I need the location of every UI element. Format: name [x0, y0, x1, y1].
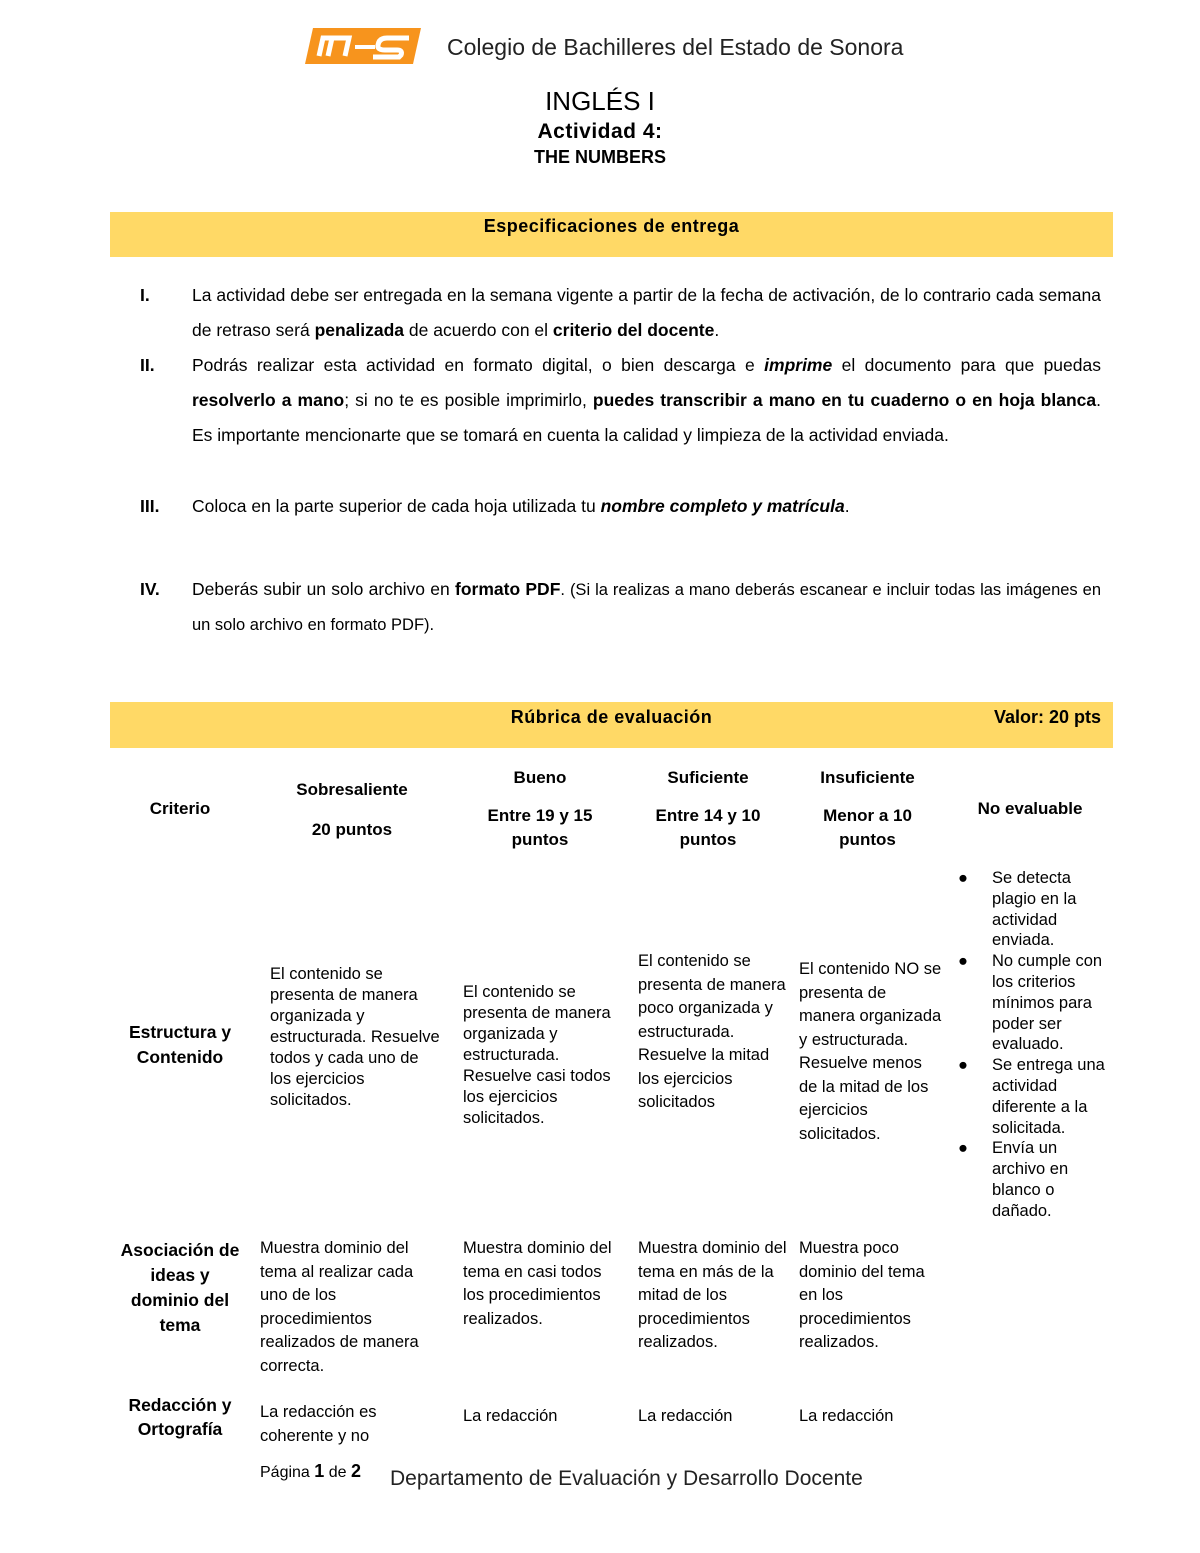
cell-insuficiente: El contenido NO se presenta de manera organizada y estructurada. Resuelve menos de la mitad de los ejercicios solicitados. [799, 960, 942, 1143]
specs-heading: Especificaciones de entrega [483, 216, 740, 236]
col-points: Menor a 10 puntos [823, 806, 912, 849]
spec-number: IV. [140, 579, 160, 599]
spec-number: II. [140, 355, 155, 375]
row-criterion: Redacción y Ortografía [128, 1395, 232, 1439]
rubric-heading: Rúbrica de evaluación [510, 707, 713, 727]
list-item: ● Envía un archivo en blanco o dañado. [958, 1139, 1069, 1220]
col-name: Insuficiente [820, 768, 915, 787]
spec-text: Deberás subir un solo archivo en formato PDF. (Si la realizas a mano deberás escanear e incluir todas las imágenes en un solo archivo en formato PDF). [192, 579, 1101, 634]
cell-sobresaliente: El contenido se presenta de manera organizada y estructurada. Resuelve todos y cada uno de los ejercicios solicitados. [270, 965, 440, 1109]
col-insuficiente [805, 766, 930, 852]
spec-text: Podrás realizar esta actividad en formato digital, o bien descarga e imprime el documento para que puedas resolverlo a mano; si no te es posible imprimirlo, puedes transcribir a mano en tu cuaderno o en hoja blanca. Es importante mencionarte que se tomará en cuenta la calidad y limpieza de la actividad enviada. [192, 355, 1101, 445]
activity-title: Actividad 4: [537, 120, 663, 143]
list-item: ● Se entrega una actividad diferente a la solicitada. [958, 1056, 1105, 1137]
topic-title: THE NUMBERS [533, 147, 666, 167]
row-criterion: Estructura y Contenido [128, 1022, 232, 1067]
rubric-heading-band [110, 702, 1113, 748]
cell-bueno: Muestra dominio del tema en casi todos los procedimientos realizados. [463, 1239, 612, 1328]
cell-sobresaliente: La redacción es coherente y no [260, 1403, 377, 1445]
department-footer: Departamento de Evaluación y Desarrollo Docente [390, 1467, 863, 1490]
col-points: Entre 14 y 10 puntos [655, 806, 761, 849]
spec-item [110, 572, 1110, 642]
spec-number: I. [140, 285, 150, 305]
cell-insuficiente: La redacción [799, 1407, 894, 1425]
spec-number: III. [140, 496, 160, 516]
list-item: ● No cumple con los criterios mínimos para poder ser evaluado. [958, 952, 1103, 1054]
spec-text: Coloca en la parte superior de cada hoja utilizada tu nombre completo y matrícula. [192, 496, 850, 516]
spec-item [110, 489, 1110, 524]
bullet-icon: ● [958, 1139, 968, 1158]
col-suficiente [638, 766, 778, 852]
cell-insuficiente: Muestra poco dominio del tema en los procedimientos realizados. [799, 1239, 925, 1351]
no-evaluable-list [958, 868, 1108, 1222]
cell-suficiente: Muestra dominio del tema en más de la mitad de los procedimientos realizados. [638, 1239, 787, 1351]
col-no-evaluable: No evaluable [977, 799, 1083, 818]
col-bueno [470, 766, 610, 852]
col-criterio: Criterio [149, 799, 211, 818]
cell-bueno: El contenido se presenta de manera organizada y estructurada. Resuelve casi todos los ejercicios solicitados. [463, 983, 611, 1127]
spec-item [110, 348, 1110, 488]
bullet-icon: ● [958, 952, 968, 971]
cell-sobresaliente: Muestra dominio del tema al realizar cada uno de los procedimientos realizados de manera correcta. [260, 1239, 419, 1375]
specs-heading-band [110, 212, 1113, 257]
page-number: Página 1 de 2 [260, 1461, 361, 1481]
row-criterion: Asociación de ideas y dominio del tema [120, 1240, 240, 1335]
col-name: Bueno [513, 768, 567, 787]
col-points: 20 puntos [311, 820, 393, 839]
cell-bueno: La redacción [463, 1407, 558, 1425]
cobach-logo-icon [305, 26, 423, 66]
subject-title: INGLÉS I [545, 86, 655, 116]
rubric-value: Valor: 20 pts [993, 707, 1101, 727]
college-name: Colegio de Bachilleres del Estado de Sonora [447, 34, 904, 60]
document-header [305, 26, 945, 68]
col-points: Entre 19 y 15 puntos [487, 806, 593, 849]
spec-item [110, 278, 1110, 348]
spec-text: La actividad debe ser entregada en la semana vigente a partir de la fecha de activación, de lo contrario cada semana de retraso será penalizada de acuerdo con el criterio del docente. [192, 285, 1101, 340]
bullet-icon: ● [958, 869, 968, 887]
col-sobresaliente [272, 778, 432, 842]
col-name: Suficiente [667, 768, 749, 787]
cell-suficiente: La redacción [638, 1407, 733, 1425]
bullet-icon: ● [958, 1056, 968, 1075]
cell-suficiente: El contenido se presenta de manera poco organizada y estructurada. Resuelve la mitad los ejercicios solicitados [638, 952, 786, 1111]
col-name: Sobresaliente [296, 780, 408, 799]
list-item: ● Se detecta plagio en la actividad enviada. [958, 869, 1077, 950]
